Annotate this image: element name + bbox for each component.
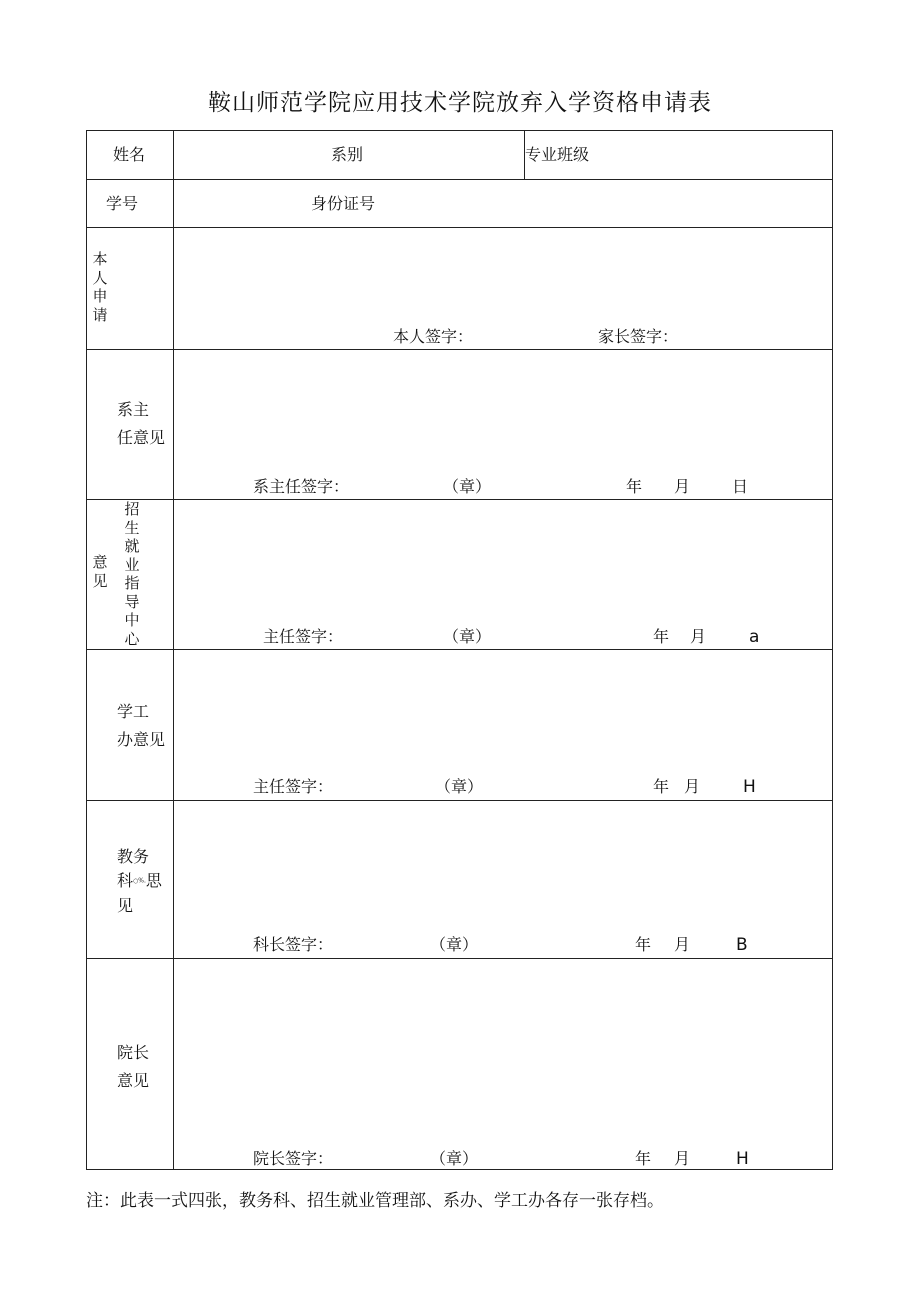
career-signature-label: 主任签字：	[263, 627, 344, 646]
career-day: a	[749, 627, 760, 647]
row-divider	[87, 800, 832, 801]
row-divider	[87, 179, 832, 180]
name-label: 姓名	[113, 145, 146, 164]
row-divider	[87, 227, 832, 228]
dept-head-opinion-label: 系主 任意见	[117, 400, 166, 447]
row-divider	[87, 499, 832, 500]
application-form-table	[86, 130, 833, 1170]
dept-head-month: 月	[674, 477, 691, 496]
dean-month: 月	[674, 1149, 691, 1168]
dept-head-day: 日	[732, 477, 749, 496]
dept-head-signature-label: 系主任签字：	[253, 477, 350, 496]
academic-day: B	[736, 935, 748, 955]
dept-head-seal: （章）	[443, 477, 492, 496]
parent-signature-label: 家长签字：	[598, 327, 679, 346]
academic-affairs-opinion-label: 教务 科○%.思 见	[117, 847, 162, 915]
academic-month: 月	[674, 935, 691, 954]
form-title: 鞍山师范学院应用技术学院放弃入学资格申请表	[208, 90, 712, 116]
major-class-label: 专业班级	[525, 145, 590, 164]
career-seal: （章）	[443, 627, 492, 646]
dean-signature-label: 院长签字：	[253, 1149, 334, 1168]
student-affairs-month: 月	[684, 777, 701, 796]
student-affairs-seal: （章）	[435, 777, 484, 796]
row-divider	[87, 649, 832, 650]
dean-day: H	[736, 1149, 749, 1169]
career-opinion-side-label: 意 见	[92, 553, 108, 590]
academic-signature-label: 科长签字：	[253, 935, 334, 954]
academic-seal: （章）	[430, 935, 479, 954]
career-month: 月	[690, 627, 707, 646]
department-label: 系别	[331, 145, 364, 164]
academic-year: 年	[635, 935, 652, 954]
career-year: 年	[653, 627, 670, 646]
id-card-label: 身份证号	[311, 194, 376, 213]
dean-opinion-label: 院长 意见	[117, 1043, 150, 1090]
career-center-label: 招 生 就 业 指 导 中 心	[124, 500, 140, 648]
student-affairs-day: H	[743, 777, 756, 797]
footnote: 注：此表一式四张，教务科、招生就业管理部、系办、学工办各存一张存档。	[86, 1191, 664, 1211]
dept-head-year: 年	[626, 477, 643, 496]
student-id-label: 学号	[106, 194, 139, 213]
self-signature-label: 本人签字：	[393, 327, 474, 346]
student-affairs-year: 年	[653, 777, 670, 796]
label-column-divider	[173, 131, 174, 1170]
dean-year: 年	[635, 1149, 652, 1168]
row-divider	[87, 349, 832, 350]
dean-seal: （章）	[430, 1149, 479, 1168]
row-divider	[87, 958, 832, 959]
self-application-label: 本 人 申 请	[92, 250, 108, 324]
student-affairs-opinion-label: 学工 办意见	[117, 702, 166, 749]
student-affairs-signature-label: 主任签字：	[253, 777, 334, 796]
